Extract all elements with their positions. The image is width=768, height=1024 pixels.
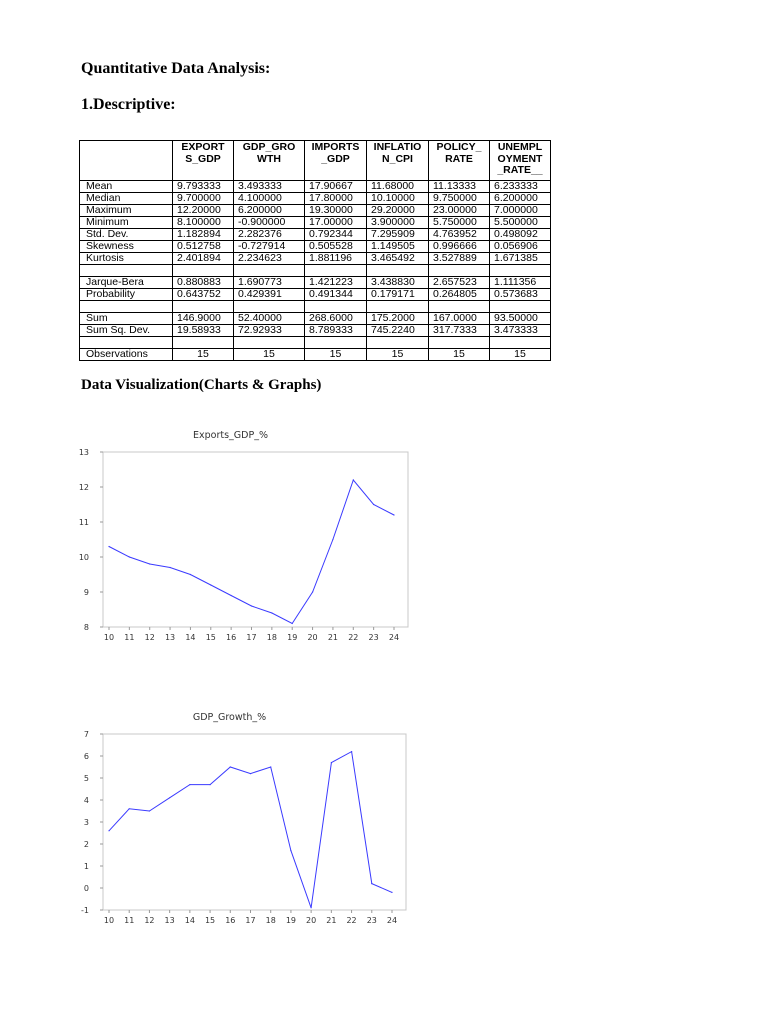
table-spacer-row — [80, 301, 551, 313]
table-empty-cell — [429, 337, 490, 349]
table-row — [80, 313, 551, 325]
x-tick-label: 19 — [287, 633, 298, 642]
table-cell: 3.527889 — [429, 253, 490, 265]
table-cell: 15 — [429, 349, 490, 361]
data-point — [373, 504, 374, 505]
x-tick-label: 20 — [306, 916, 317, 925]
table-cell: 745.2240 — [367, 325, 429, 337]
table-cell: 0.643752 — [173, 289, 234, 301]
y-tick-label: -1 — [81, 906, 89, 915]
y-tick-label: 9 — [83, 588, 89, 597]
table-empty-cell — [367, 301, 429, 313]
table-cell: 0.498092 — [490, 229, 551, 241]
table-cell: 9.750000 — [429, 193, 490, 205]
table-cell: 6.233333 — [490, 181, 551, 193]
row-label: Skewness — [80, 241, 173, 253]
table-empty-cell — [173, 301, 234, 313]
table-row — [80, 277, 551, 289]
x-tick-label: 14 — [184, 916, 195, 925]
table-cell: 11.68000 — [367, 181, 429, 193]
table-cell: 2.282376 — [234, 229, 305, 241]
y-tick-label: 1 — [83, 862, 89, 871]
column-header: POLICY_ RATE — [429, 141, 490, 181]
x-tick-label: 17 — [245, 916, 256, 925]
table-cell: 8.789333 — [305, 325, 367, 337]
x-tick-label: 19 — [285, 916, 297, 925]
table-row — [80, 229, 551, 241]
x-tick-label: 24 — [388, 633, 400, 642]
table-cell: 0.880883 — [173, 277, 234, 289]
data-point — [108, 546, 109, 547]
table-cell: 3.438830 — [367, 277, 429, 289]
table-cell: 23.00000 — [429, 205, 490, 217]
y-tick-label: 6 — [83, 752, 89, 761]
chart-title: GDP_Growth_% — [192, 712, 267, 723]
x-tick-label: 15 — [204, 916, 216, 925]
table-cell: 10.10000 — [367, 193, 429, 205]
table-empty-cell — [490, 265, 551, 277]
x-tick-label: 21 — [327, 633, 339, 642]
table-row — [80, 325, 551, 337]
data-point — [271, 612, 272, 613]
x-tick-label: 16 — [225, 916, 236, 925]
column-header: IMPORTS _GDP — [305, 141, 367, 181]
data-point — [312, 591, 313, 592]
table-cell: 0.996666 — [429, 241, 490, 253]
table-empty-cell — [367, 265, 429, 277]
table-cell: 268.6000 — [305, 313, 367, 325]
column-header: UNEMPL OYMENT _RATE__ — [490, 141, 551, 181]
gdp-growth-chart — [78, 708, 418, 932]
y-tick-label: 12 — [78, 483, 89, 492]
table-cell: 167.0000 — [429, 313, 490, 325]
table-empty-cell — [80, 301, 173, 313]
data-point — [129, 808, 130, 809]
x-tick-label: 23 — [368, 633, 379, 642]
table-cell: 317.7333 — [429, 325, 490, 337]
data-point — [251, 605, 252, 606]
table-cell: 1.690773 — [234, 277, 305, 289]
table-cell: 2.657523 — [429, 277, 490, 289]
row-label: Observations — [80, 349, 173, 361]
row-label: Std. Dev. — [80, 229, 173, 241]
table-empty-cell — [234, 265, 305, 277]
table-cell: 0.505528 — [305, 241, 367, 253]
table-cell: 1.671385 — [490, 253, 551, 265]
data-point — [351, 751, 352, 752]
table-cell: 29.20000 — [367, 205, 429, 217]
section-heading-descriptive: 1.Descriptive: — [81, 96, 176, 113]
table-cell: -0.727914 — [234, 241, 305, 253]
table-row — [80, 181, 551, 193]
y-tick-label: 3 — [83, 818, 89, 827]
x-tick-label: 18 — [266, 633, 277, 642]
x-tick-label: 17 — [246, 633, 257, 642]
exports-gdp-chart-svg — [78, 424, 418, 649]
table-empty-cell — [80, 265, 173, 277]
row-label: Maximum — [80, 205, 173, 217]
table-cell: 1.182894 — [173, 229, 234, 241]
table-empty-cell — [305, 301, 367, 313]
x-tick-label: 16 — [226, 633, 237, 642]
column-header: EXPORT S_GDP — [173, 141, 234, 181]
row-label: Kurtosis — [80, 253, 173, 265]
table-cell: 6.200000 — [234, 205, 305, 217]
table-row — [80, 253, 551, 265]
table-empty-cell — [234, 301, 305, 313]
x-tick-label: 15 — [205, 633, 216, 642]
table-cell: 7.000000 — [490, 205, 551, 217]
table-cell: 146.9000 — [173, 313, 234, 325]
x-tick-label: 13 — [164, 916, 175, 925]
data-point — [149, 563, 150, 564]
data-point — [270, 766, 271, 767]
table-empty-cell — [305, 337, 367, 349]
table-cell: 175.2000 — [367, 313, 429, 325]
data-point — [231, 595, 232, 596]
table-cell: 9.793333 — [173, 181, 234, 193]
data-point — [371, 883, 372, 884]
x-tick-label: 10 — [103, 916, 115, 925]
x-tick-label: 22 — [346, 916, 357, 925]
table-cell: 12.20000 — [173, 205, 234, 217]
data-point — [210, 784, 211, 785]
table-cell: 1.111356 — [490, 277, 551, 289]
data-point — [332, 539, 333, 540]
table-cell: 3.493333 — [234, 181, 305, 193]
data-point — [331, 762, 332, 763]
x-tick-label: 24 — [386, 916, 398, 925]
table-cell: 15 — [234, 349, 305, 361]
table-cell: 3.465492 — [367, 253, 429, 265]
chart-title: Exports_GDP_% — [193, 430, 268, 441]
table-cell: 0.264805 — [429, 289, 490, 301]
table-cell: 3.900000 — [367, 217, 429, 229]
x-tick-label: 14 — [185, 633, 196, 642]
table-cell: 15 — [173, 349, 234, 361]
exports-gdp-chart — [78, 424, 418, 653]
table-empty-cell — [367, 337, 429, 349]
table-row — [80, 241, 551, 253]
table-empty-cell — [429, 265, 490, 277]
column-header: INFLATIO N_CPI — [367, 141, 429, 181]
data-point — [169, 797, 170, 798]
table-cell: 93.50000 — [490, 313, 551, 325]
row-label: Sum Sq. Dev. — [80, 325, 173, 337]
table-empty-cell — [234, 337, 305, 349]
page-title: Quantitative Data Analysis: — [81, 60, 271, 77]
y-tick-label: 5 — [83, 774, 89, 783]
data-point — [292, 623, 293, 624]
table-cell: 1.421223 — [305, 277, 367, 289]
y-tick-label: 8 — [83, 623, 89, 632]
data-point — [170, 567, 171, 568]
y-tick-label: 13 — [78, 448, 89, 457]
table-cell: 0.429391 — [234, 289, 305, 301]
table-cell: 4.763952 — [429, 229, 490, 241]
x-tick-label: 20 — [307, 633, 318, 642]
table-cell: 15 — [490, 349, 551, 361]
row-label: Probability — [80, 289, 173, 301]
x-tick-label: 18 — [265, 916, 276, 925]
table-cell: 0.179171 — [367, 289, 429, 301]
series-line — [109, 752, 392, 908]
series-line — [109, 480, 394, 624]
x-tick-label: 22 — [348, 633, 359, 642]
column-header: GDP_GRO WTH — [234, 141, 305, 181]
y-tick-label: 4 — [83, 796, 89, 805]
table-cell: 8.100000 — [173, 217, 234, 229]
data-point — [149, 810, 150, 811]
y-tick-label: 2 — [83, 840, 89, 849]
y-tick-label: 0 — [83, 884, 89, 893]
y-tick-label: 7 — [83, 730, 89, 739]
x-tick-label: 11 — [124, 916, 135, 925]
table-empty-cell — [490, 301, 551, 313]
table-cell: 0.056906 — [490, 241, 551, 253]
x-tick-label: 11 — [124, 633, 135, 642]
table-spacer-row — [80, 265, 551, 277]
data-point — [190, 574, 191, 575]
table-header-row — [80, 141, 551, 181]
table-cell: 15 — [367, 349, 429, 361]
row-label: Sum — [80, 313, 173, 325]
data-point — [230, 766, 231, 767]
table-cell: 7.295909 — [367, 229, 429, 241]
x-tick-label: 12 — [144, 633, 155, 642]
table-cell: 19.58933 — [173, 325, 234, 337]
data-point — [391, 892, 392, 893]
table-cell: 17.80000 — [305, 193, 367, 205]
section-heading-visualization: Data Visualization(Charts & Graphs) — [81, 377, 322, 393]
table-empty-cell — [80, 337, 173, 349]
table-empty-cell — [490, 337, 551, 349]
data-point — [129, 556, 130, 557]
data-point — [250, 773, 251, 774]
table-cell: 1.149505 — [367, 241, 429, 253]
table-cell: 19.30000 — [305, 205, 367, 217]
y-tick-label: 11 — [78, 518, 89, 527]
data-point — [290, 850, 291, 851]
y-tick-label: 10 — [78, 553, 89, 562]
data-point — [393, 514, 394, 515]
table-cell: 0.792344 — [305, 229, 367, 241]
data-point — [210, 584, 211, 585]
table-cell: 4.100000 — [234, 193, 305, 205]
x-tick-label: 12 — [144, 916, 155, 925]
table-row — [80, 205, 551, 217]
table-cell: 17.00000 — [305, 217, 367, 229]
table-cell: 5.500000 — [490, 217, 551, 229]
table-empty-cell — [173, 337, 234, 349]
plot-frame — [103, 452, 408, 627]
plot-frame — [103, 734, 406, 910]
data-point — [311, 907, 312, 908]
table-row — [80, 193, 551, 205]
table-cell: 11.13333 — [429, 181, 490, 193]
table-row — [80, 289, 551, 301]
descriptive-stats-table — [79, 140, 551, 361]
table-cell: 1.881196 — [305, 253, 367, 265]
table-cell: 0.491344 — [305, 289, 367, 301]
table-cell: 2.401894 — [173, 253, 234, 265]
table-spacer-row — [80, 337, 551, 349]
data-point — [353, 479, 354, 480]
row-label: Mean — [80, 181, 173, 193]
table-cell: 52.40000 — [234, 313, 305, 325]
table-cell: 6.200000 — [490, 193, 551, 205]
table-empty-cell — [173, 265, 234, 277]
table-cell: 72.92933 — [234, 325, 305, 337]
row-label: Minimum — [80, 217, 173, 229]
data-point — [108, 830, 109, 831]
x-tick-label: 23 — [366, 916, 377, 925]
row-label: Median — [80, 193, 173, 205]
table-cell: 2.234623 — [234, 253, 305, 265]
table-empty-cell — [305, 265, 367, 277]
table-cell: 17.90667 — [305, 181, 367, 193]
x-tick-label: 13 — [164, 633, 176, 642]
table-cell: 0.512758 — [173, 241, 234, 253]
x-tick-label: 21 — [326, 916, 337, 925]
table-cell: 9.700000 — [173, 193, 234, 205]
table-cell: 15 — [305, 349, 367, 361]
table-cell: -0.900000 — [234, 217, 305, 229]
table-row-observations — [80, 349, 551, 361]
data-point — [189, 784, 190, 785]
table-cell: 3.473333 — [490, 325, 551, 337]
table-row — [80, 217, 551, 229]
table-cell: 5.750000 — [429, 217, 490, 229]
gdp-growth-chart-svg — [78, 708, 418, 928]
table-cell: 0.573683 — [490, 289, 551, 301]
x-tick-label: 10 — [103, 633, 115, 642]
table-corner-cell — [80, 141, 173, 181]
table-empty-cell — [429, 301, 490, 313]
row-label: Jarque-Bera — [80, 277, 173, 289]
